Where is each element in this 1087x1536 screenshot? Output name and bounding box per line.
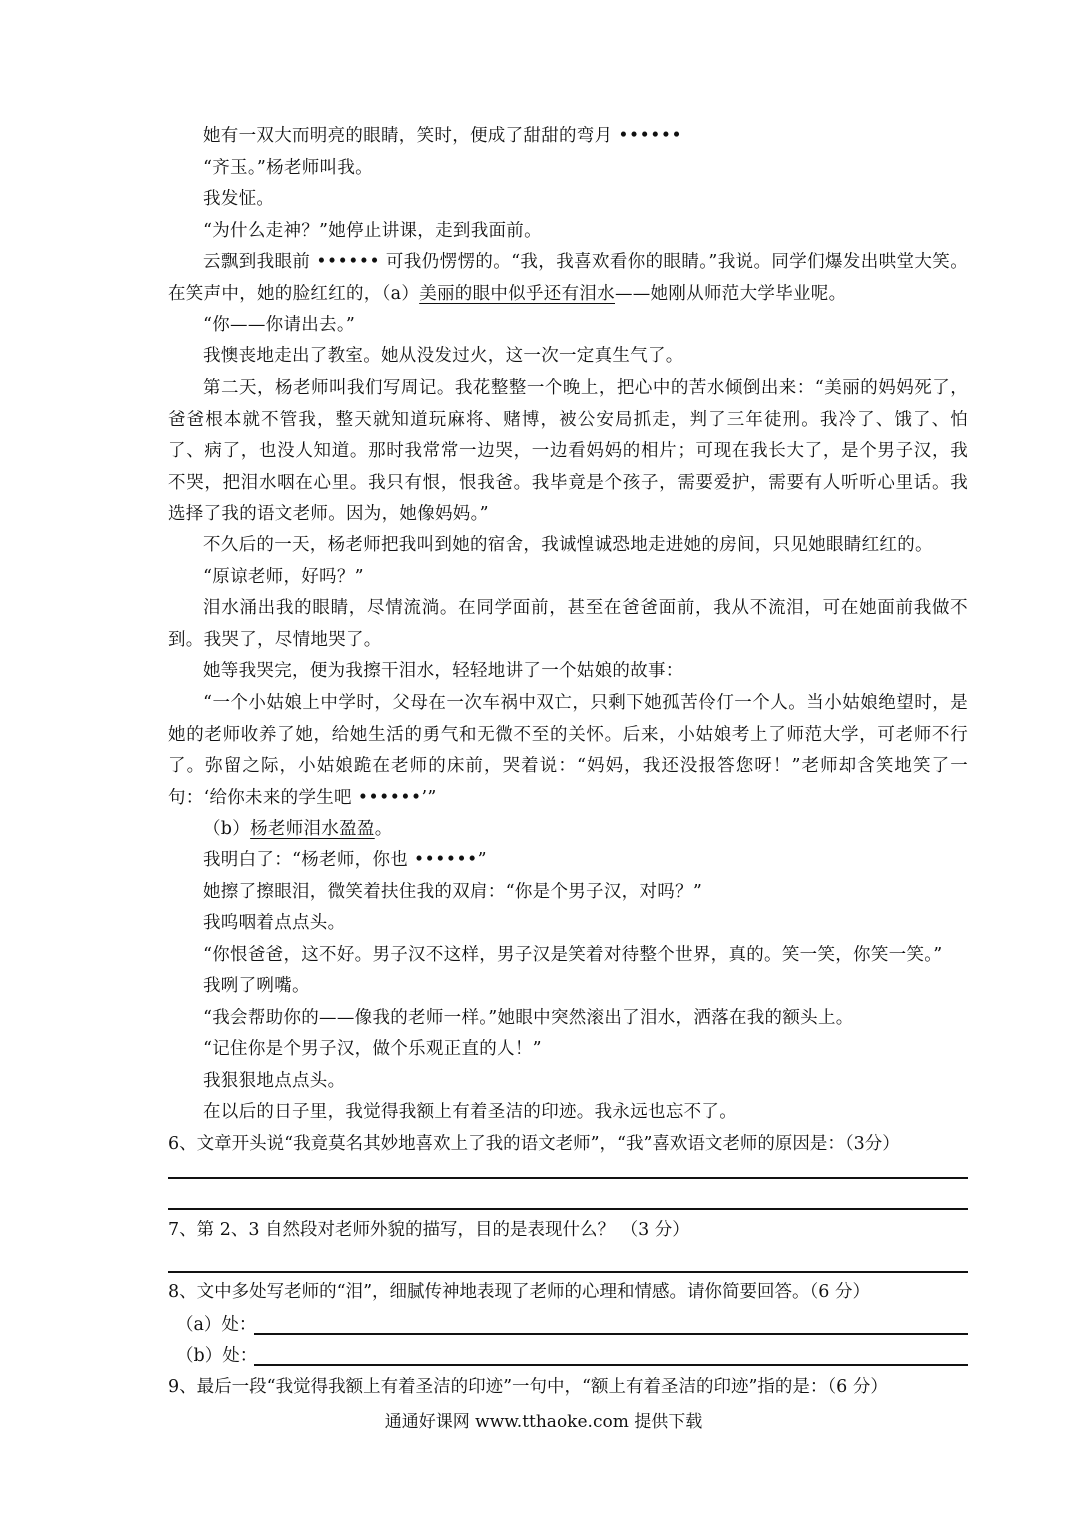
paragraph-understood: 我明白了：“杨老师，你也 ••••••” (203, 850, 487, 870)
question-8: 8、文中多处写老师的“泪”，细腻传神地表现了老师的心理和情感。请你简要回答。（6 分） (168, 1282, 870, 1302)
paragraph-remember: “记住你是个男子汉，做个乐观正直的人！” (203, 1039, 542, 1059)
answer-line-8a (254, 1333, 968, 1335)
paragraph-ending: 在以后的日子里，我觉得我额上有着圣洁的印迹。我永远也忘不了。 (203, 1102, 737, 1122)
paragraph-left-classroom: 我懊丧地走出了教室。她从没发过火，这一次一定真生气了。 (203, 346, 684, 366)
underline-a: 美丽的眼中似乎还有泪水 (419, 283, 615, 304)
paragraph-grin: 我咧了咧嘴。 (203, 976, 310, 996)
paragraph-shoulders: 她擦了擦眼泪，微笑着扶住我的双肩：“你是个男子汉，对吗？” (203, 882, 703, 902)
pb-suffix: 。 (374, 819, 393, 839)
paragraph-dormitory: 不久后的一天，杨老师把我叫到她的宿舍，我诚惶诚恐地走进她的房间，只见她眼睛红红的。 (203, 535, 933, 555)
paragraph-b (168, 814, 968, 846)
paragraph-why-distracted: “为什么走神？”她停止讲课，走到我面前。 (203, 221, 542, 241)
answer-line-7 (168, 1271, 968, 1273)
paragraph-please-leave: “你——你请出去。” (203, 315, 356, 335)
answer-line-6b (168, 1208, 968, 1210)
paragraph-help-you: “我会帮助你的——像我的老师一样。”她眼中突然滚出了泪水，洒落在我的额头上。 (203, 1008, 854, 1028)
paragraph-weekly-journal: 第二天，杨老师叫我们写周记。我花整整一个晚上，把心中的苦水倾倒出来：“美丽的妈妈死了，爸爸根本就不管我，整天就知道玩麻将、赌博，被公安局抓走，判了三年徒刑。我冷了、饿了、怕了、病了，也没人知道。那时我常常一边哭，一边看妈妈的相片；可现在我长大了，是个男子汉，我不哭，把泪水咽在心里。我只有恨，恨我爸。我毕竟是个孩子，需要爱护，需要有人听听心里话。我选择了我的语文老师。因为，她像妈妈。” (168, 378, 968, 525)
answer-label-8a: （a）处： (176, 1315, 257, 1335)
paragraph-smile: “你恨爸爸，这不好。男子汉不这样，男子汉是笑着对待整个世界，真的。笑一笑，你笑一笑。” (203, 945, 943, 965)
paragraph-girl-story: “一个小姑娘上中学时，父母在一次车祸中双亡，只剩下她孤苦伶仃一个人。当小姑娘绝望时，是她的老师收养了她，给她生活的勇气和无微不至的关怀。后来，小姑娘考上了师范大学，可老师不行了。弥留之际，小姑娘跪在老师的床前，哭着说：“妈妈，我还没报答您呀！”老师却含笑地笑了一句：‘给你未来的学生吧 ••••••’” (168, 693, 968, 808)
pb-prefix: （b） (203, 819, 251, 839)
p5-after: ——她刚从师范大学毕业呢。 (615, 283, 847, 304)
paragraph-teacher-calls: “齐玉。”杨老师叫我。 (203, 158, 373, 178)
paragraph-cloud (168, 247, 968, 310)
paragraph-daze: 我发怔。 (203, 189, 275, 209)
answer-line-6a (168, 1177, 968, 1179)
footer: 通通好课网 www.tthaoke.com 提供下载 (384, 1412, 703, 1432)
paragraph-eyes: 她有一双大而明亮的眼睛，笑时，便成了甜甜的弯月 •••••• (203, 126, 682, 146)
question-7: 7、第 2、3 自然段对老师外貌的描写，目的是表现什么？ （3 分） (168, 1220, 690, 1240)
question-6: 6、文章开头说“我竟莫名其妙地喜欢上了我的语文老师”，“我”喜欢语文老师的原因是：（3分） (168, 1134, 900, 1154)
underline-b: 杨老师泪水盈盈 (250, 819, 375, 839)
paragraph-forgive: “原谅老师，好吗？” (203, 567, 364, 587)
answer-label-8b: （b）处： (176, 1346, 258, 1366)
question-9: 9、最后一段“我觉得我额上有着圣洁的印迹”一句中，“额上有着圣洁的印迹”指的是：（6 分） (168, 1377, 888, 1397)
answer-line-8b (254, 1364, 968, 1366)
paragraph-tears: 泪水涌出我的眼睛，尽情流淌。在同学面前，甚至在爸爸面前，我从不流泪，可在她面前我做不到。我哭了，尽情地哭了。 (168, 598, 968, 650)
p5-text: 云飘到我眼前 •••••• 可我仍愣愣的。“我，我喜欢看你的眼睛。”我说。同学们爆发出哄堂大笑。在笑声中，她的脸红红的，（a） (168, 252, 968, 304)
paragraph-nod-hard: 我狠狠地点点头。 (203, 1071, 346, 1091)
paragraph-story-intro: 她等我哭完，便为我擦干泪水，轻轻地讲了一个姑娘的故事： (203, 661, 684, 681)
paragraph-nod: 我呜咽着点点头。 (203, 913, 346, 933)
